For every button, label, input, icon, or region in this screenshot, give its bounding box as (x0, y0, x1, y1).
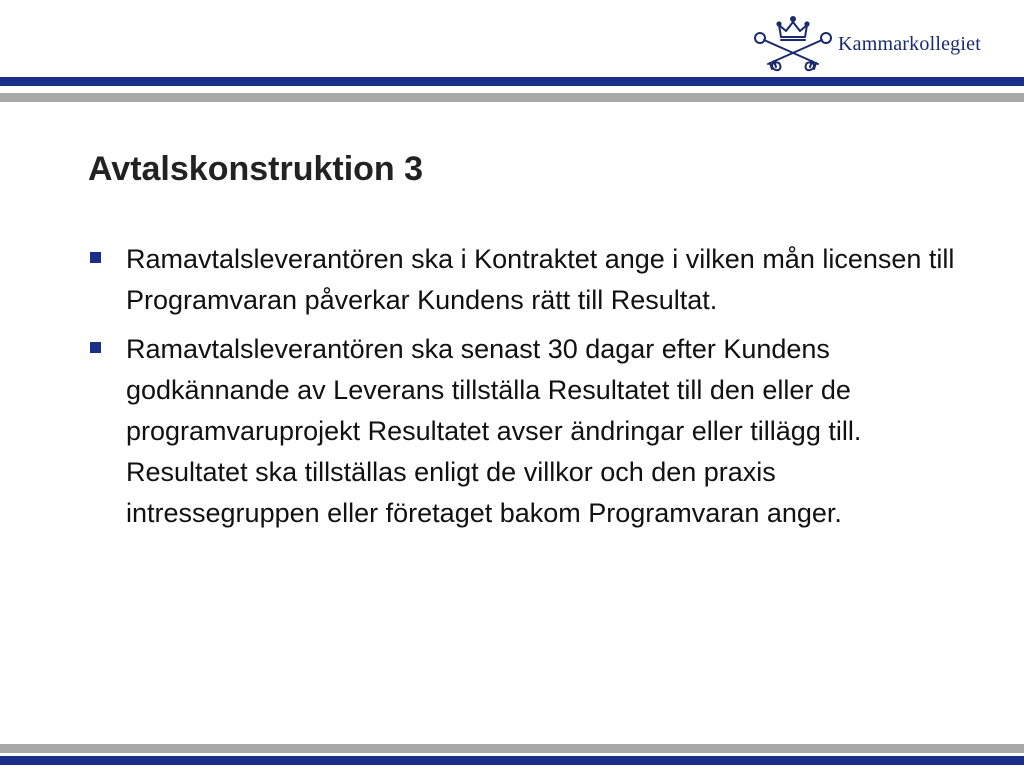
logo-text: Kammarkollegiet (838, 32, 981, 55)
footer-blue-band (0, 756, 1024, 765)
slide-title: Avtalskonstruktion 3 (88, 150, 424, 188)
bullet-item (88, 329, 968, 534)
footer-gray-band (0, 744, 1024, 753)
header-blue-band (0, 77, 1024, 86)
square-bullet-icon (90, 252, 101, 263)
bullet-text: Ramavtalsleverantören ska i Kontraktet ange i vilken mån licensen till Programvaran påverkar Kundens rätt till Resultat. (126, 244, 955, 315)
square-bullet-icon (90, 342, 101, 353)
header-gray-band (0, 93, 1024, 102)
bullet-item (88, 239, 968, 321)
bullet-list (88, 239, 968, 542)
bullet-text: Ramavtalsleverantören ska senast 30 dagar efter Kundens godkännande av Leverans tillställa Resultatet till den eller de programvaruprojekt Resultatet avser ändringar eller tillägg till. Resultatet ska tillställas enligt de villkor och den praxis intressegruppen eller företaget bakom Programvaran anger. (126, 334, 862, 528)
kammarkollegiet-logo (752, 14, 1010, 74)
crown-crossed-keys-icon (752, 14, 834, 74)
